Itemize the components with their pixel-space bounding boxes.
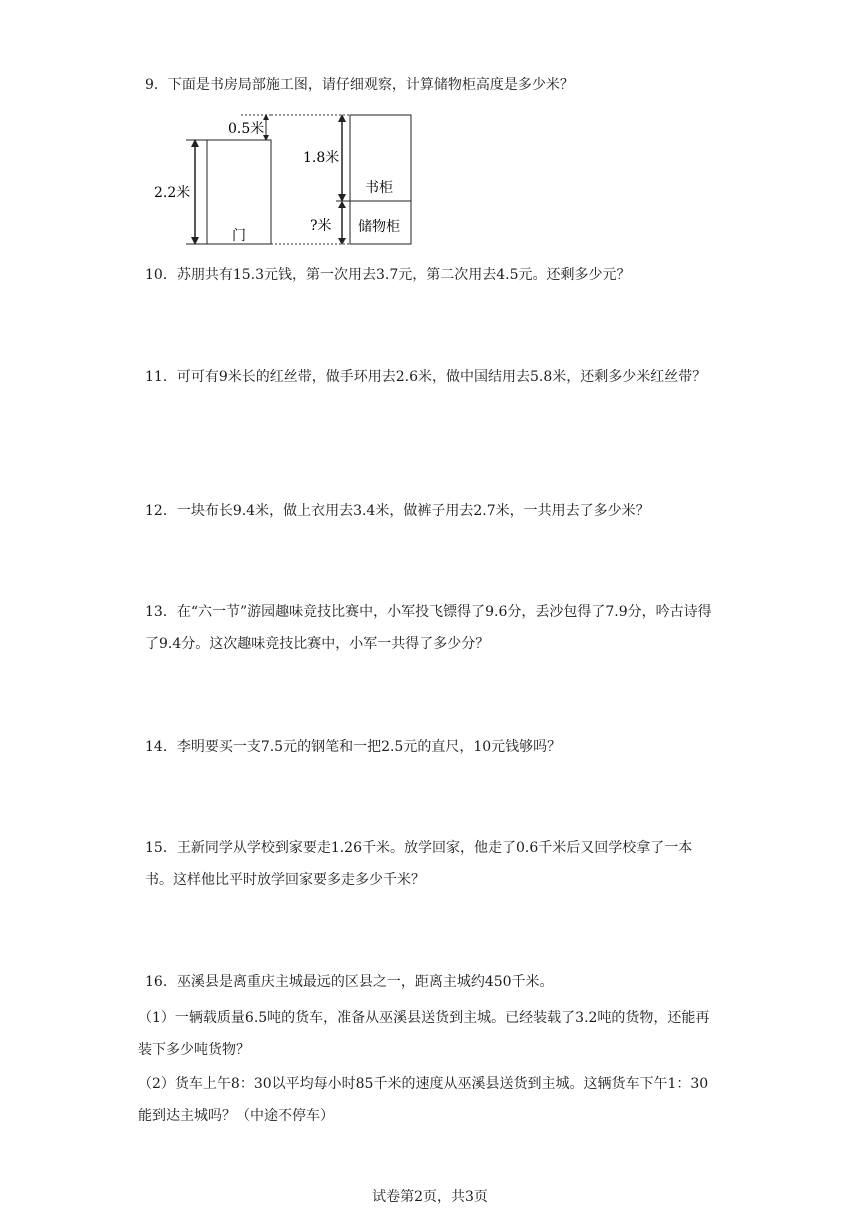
question-15: 15．王新同学从学校到家要走1.26千米。放学回家，他走了0.6千米后又回学校拿了一本书。这样他比平时放学回家要多走多少千米？	[145, 840, 693, 888]
bookcase-label: 书柜	[365, 180, 393, 196]
door-label: 门	[232, 228, 246, 244]
storage-label: 储物柜	[358, 219, 400, 235]
question-10: 10．苏朋共有15.3元钱，第一次用去3.7元，第二次用去4.5元。还剩多少元？	[145, 267, 631, 283]
question-14: 14．李明要买一支7.5元的钢笔和一把2.5元的直尺，10元钱够吗？	[145, 739, 562, 755]
question-16-part-2: （2）货车上午8：30以平均每小时85千米的速度从巫溪县送货到主城。这辆货车下午1：30能到达主城吗？（中途不停车）	[138, 1076, 709, 1124]
question-12: 12．一块布长9.4米，做上衣用去3.4米，做裤子用去2.7米，一共用去了多少米？	[145, 503, 650, 519]
question-13: 13．在“六一节”游园趣味竞技比赛中，小军投飞镖得了9.6分，丢沙包得了7.9分，吟古诗得了9.4分。这次趣味竞技比赛中，小军一共得了多少分？	[145, 604, 712, 652]
bookcase-height-label: 1.8米	[303, 150, 340, 166]
construction-diagram	[150, 108, 420, 252]
storage-height-label: ?米	[310, 218, 332, 234]
question-9: 9．下面是书房局部施工图，请仔细观察，计算储物柜高度是多少米？	[145, 77, 574, 93]
top-gap-label: 0.5米	[228, 121, 265, 137]
door-height-label: 2.2米	[154, 185, 191, 201]
question-11: 11．可可有9米长的红丝带，做手环用去2.6米，做中国结用去5.8米，还剩多少米红丝带？	[145, 369, 707, 385]
page-footer: 试卷第2页，共3页	[372, 1189, 488, 1205]
question-16-part-1: （1）一辆载质量6.5吨的货车，准备从巫溪县送货到主城。已经装载了3.2吨的货物，还能再装下多少吨货物？	[138, 1010, 710, 1058]
question-16: 16．巫溪县是离重庆主城最远的区县之一，距离主城约450千米。	[145, 974, 554, 990]
